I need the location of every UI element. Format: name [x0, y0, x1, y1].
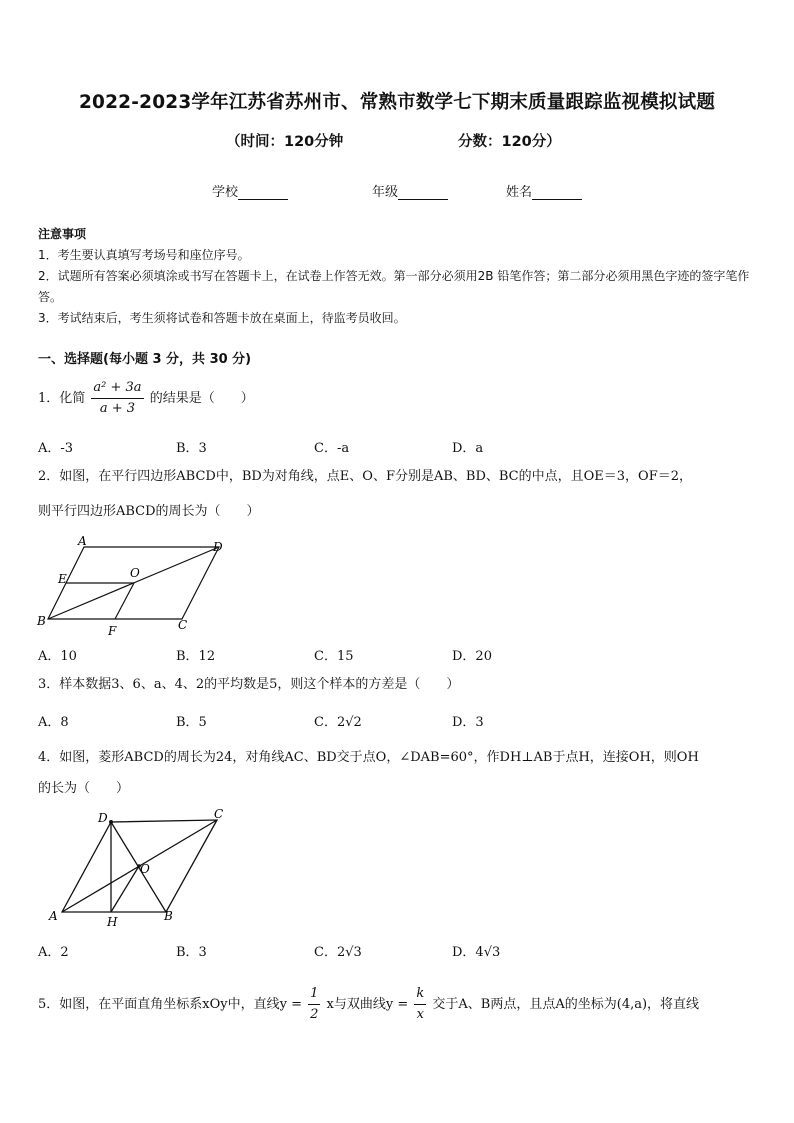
question-3: 3．样本数据3、6、a、4、2的平均数是5，则这个样本的方差是（ ）: [38, 677, 460, 692]
question-1: [38, 378, 254, 419]
q1-denominator: a + 3: [99, 401, 136, 416]
q3-option-a: A．8: [38, 715, 69, 730]
school-blank: [238, 187, 288, 200]
section-heading: 一、选择题(每小题 3 分，共 30 分): [38, 352, 252, 367]
question-2-line2: 则平行四边形ABCD的周长为（ ）: [38, 504, 260, 519]
school-label: 学校: [212, 185, 239, 200]
q5-f2-denominator: x: [416, 1007, 424, 1022]
label-d: D: [98, 811, 108, 825]
label-b: B: [164, 909, 173, 923]
grade-blank: [398, 187, 448, 200]
q5-suffix: 交于A、B两点，且点A的坐标为(4,a)，将直线: [432, 997, 700, 1012]
label-a: A: [49, 909, 58, 923]
label-d: D: [213, 540, 223, 554]
grade-field: [372, 181, 448, 200]
notes-item: 1．考生要认真填写考场号和座位序号。: [38, 248, 250, 262]
q2-option-a: A．10: [38, 649, 77, 664]
label-c: C: [214, 807, 224, 821]
q1-option-c: C．-a: [314, 441, 350, 456]
grade-label: 年级: [372, 185, 399, 200]
q4-option-d: D．4√3: [452, 945, 501, 960]
notes-item: 3．考试结束后，考生须将试卷和答题卡放在桌面上，待监考员收回。: [38, 311, 406, 325]
q5-f1-denominator: 2: [310, 1007, 319, 1022]
label-h: H: [107, 915, 118, 929]
page-title: 2022-2023学年江苏省苏州市、常熟市数学七下期末质量跟踪监视模拟试题: [78, 92, 716, 113]
q4-option-a: A．2: [38, 945, 69, 960]
score-label: 分数：120分）: [458, 134, 561, 150]
rhombus-figure: [40, 806, 240, 931]
q1-option-b: B．3: [176, 441, 207, 456]
q5-f2-numerator: k: [414, 984, 426, 1005]
q5-fraction-kx: [414, 984, 426, 1025]
q5-middle: x与双曲线y =: [326, 997, 409, 1012]
q1-prefix: 1．化简: [38, 391, 86, 406]
name-field: [506, 181, 582, 200]
notes-heading: 注意事项: [38, 227, 87, 241]
q5-fraction-half: [308, 984, 320, 1025]
q1-suffix: 的结果是（ ）: [149, 391, 254, 406]
label-o: O: [130, 566, 140, 580]
q3-option-c: C．2√2: [314, 715, 362, 730]
q4-option-b: B．3: [176, 945, 207, 960]
label-b: B: [37, 614, 46, 628]
question-4-line2: 的长为（ ）: [38, 781, 130, 796]
question-4-line1: 4．如图，菱形ABCD的周长为24，对角线AC、BD交于点O，∠DAB=60°，作DH⊥AB于点H，连接OH，则OH: [38, 750, 699, 765]
label-f: F: [108, 624, 117, 638]
label-c: C: [178, 618, 188, 632]
notes-item: 2．试题所有答案必须填涂或书写在答题卡上，在试卷上作答无效。第一部分必须用2B 铅笔作答；第二部分必须用黑色字迹的签字笔作答。: [38, 269, 750, 304]
label-o: O: [140, 862, 150, 876]
q1-numerator: a² + 3a: [91, 378, 143, 399]
q3-option-d: D．3: [452, 715, 484, 730]
school-field: [212, 181, 288, 200]
question-5: [38, 984, 768, 1025]
q2-option-c: C．15: [314, 649, 354, 664]
notes-block: [38, 224, 758, 329]
q2-option-d: D．20: [452, 649, 492, 664]
name-label: 姓名: [506, 185, 533, 200]
q5-prefix: 5．如图，在平面直角坐标系xOy中，直线y =: [38, 997, 302, 1012]
time-label: （时间：120分钟: [226, 134, 344, 150]
q3-option-b: B．5: [176, 715, 207, 730]
segment-oh: [111, 866, 139, 912]
question-2-line1: 2．如图，在平行四边形ABCD中，BD为对角线，点E、O、F分别是AB、BD、BC的中点，且OE＝3，OF＝2，: [38, 469, 692, 484]
name-blank: [532, 187, 582, 200]
label-e: E: [58, 572, 67, 586]
q1-option-a: A．-3: [38, 441, 74, 456]
q2-option-b: B．12: [176, 649, 216, 664]
q1-fraction: [91, 378, 143, 419]
parallelogram-figure: [34, 535, 234, 640]
q1-option-d: D．a: [452, 441, 484, 456]
q5-f1-numerator: 1: [308, 984, 320, 1005]
q4-option-c: C．2√3: [314, 945, 362, 960]
point-d: [109, 820, 113, 824]
segment-of: [115, 583, 134, 619]
label-a: A: [78, 535, 87, 548]
